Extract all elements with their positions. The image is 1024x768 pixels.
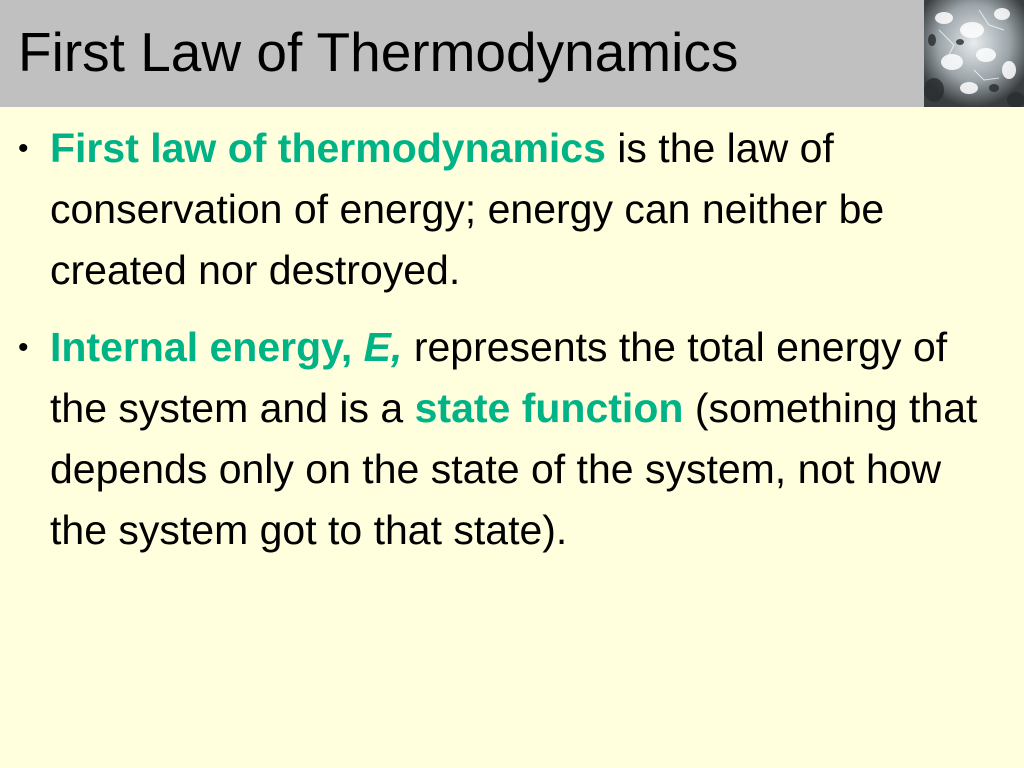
symbol-e: E, xyxy=(363,324,403,370)
term-state-function: state function xyxy=(414,385,684,431)
frost-texture-image xyxy=(924,0,1024,107)
term-first-law: First law of thermodynamics xyxy=(50,125,606,171)
title-bar xyxy=(0,0,924,107)
bullet-text: represents the total energy of the system and is a xyxy=(50,324,948,431)
slide-title: First Law of Thermodynamics xyxy=(18,21,739,83)
bullet-text-2: (something that depends only on the state of the system, not how the system got to that state). xyxy=(50,385,978,553)
bullet-marker: • xyxy=(18,132,29,165)
term-internal-energy: Internal energy, xyxy=(50,324,364,370)
bullet-text: is the law of conservation of energy; energy can neither be created nor destroyed. xyxy=(50,125,885,293)
bullet-list xyxy=(0,118,1000,577)
bullet-first-law xyxy=(0,118,1000,301)
bullet-marker: • xyxy=(18,331,29,364)
bullet-internal-energy xyxy=(0,317,1000,561)
